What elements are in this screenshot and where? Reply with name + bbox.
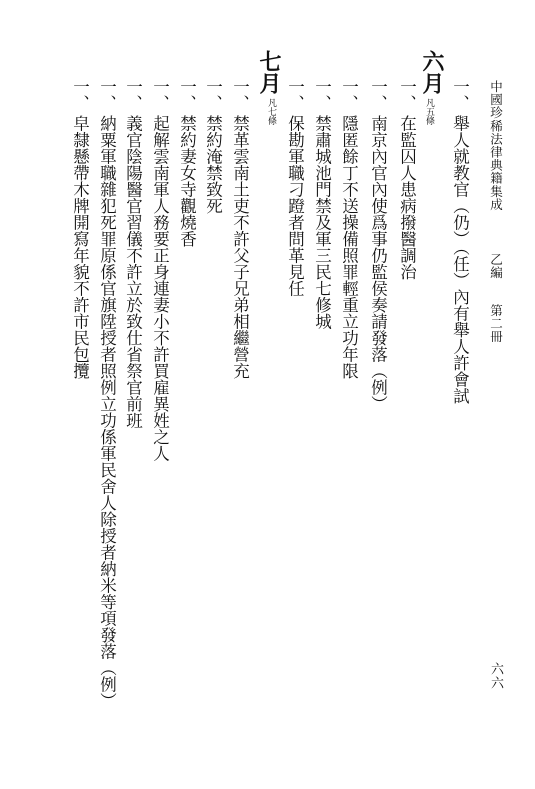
item-bullet: 一、 xyxy=(97,78,117,111)
item-bullet: 一、 xyxy=(150,78,170,111)
list-item xyxy=(71,78,88,379)
item-bullet: 一、 xyxy=(123,78,143,111)
list-item xyxy=(204,78,221,214)
month-heading-june: 六月 xyxy=(419,50,445,94)
month-note-july: 凡七條 xyxy=(266,98,276,125)
item-bullet: 一、 xyxy=(312,78,332,111)
item-bullet: 一、 xyxy=(230,78,250,111)
item-bullet: 一、 xyxy=(339,78,359,111)
month-heading-july: 七月 xyxy=(256,50,282,94)
item-bullet: 一、 xyxy=(397,78,417,111)
item-text: 禁約淹禁致死 xyxy=(203,115,223,214)
list-item xyxy=(178,78,195,247)
book-label: 第二冊 xyxy=(488,304,504,344)
list-item xyxy=(286,78,303,297)
item-bullet: 一、 xyxy=(203,78,223,111)
item-text: 禁肅城池門禁及軍三民七修城 xyxy=(312,115,332,330)
month-note-june: 凡五條 xyxy=(424,98,434,125)
running-header xyxy=(489,80,502,344)
list-item xyxy=(398,78,415,280)
list-item xyxy=(340,78,357,379)
item-bullet: 一、 xyxy=(285,78,305,111)
list-item xyxy=(451,78,468,404)
list-item xyxy=(231,78,248,379)
item-text: 禁革雲南土吏不許父子兄弟相繼營充 xyxy=(230,115,250,379)
item-text: 保勘軍職刁蹬者問革見任 xyxy=(285,115,305,297)
item-text: 在監囚人患病撥醫調治 xyxy=(397,115,417,280)
list-item xyxy=(98,78,115,709)
item-bullet: 一、 xyxy=(450,78,470,111)
item-text: 南京內官內使爲事仍監侯奏請發落（例） xyxy=(368,115,388,412)
item-text: 禁約妻女寺觀燒香 xyxy=(177,115,197,247)
item-text: 皁隸懸帶木牌開寫年貌不許市民包攬 xyxy=(70,115,90,379)
item-text: 隱匿餘丁不送操備照罪輕重立功年限 xyxy=(339,115,359,379)
item-bullet: 一、 xyxy=(368,78,388,111)
list-item xyxy=(369,78,386,412)
item-bullet: 一、 xyxy=(70,78,90,111)
page-number: 六六 xyxy=(488,662,503,690)
item-text: 舉人就教官（仍）（任）內有舉人許會試 xyxy=(450,115,470,404)
item-text: 起解雲南軍人務要正身連妻小不許買雇異姓之人 xyxy=(150,115,170,462)
list-item xyxy=(124,78,141,429)
volume-label: 乙編 xyxy=(488,252,504,279)
list-item xyxy=(151,78,168,462)
item-bullet: 一、 xyxy=(177,78,197,111)
list-item xyxy=(313,78,330,330)
item-text: 納粟軍職雜犯死罪原係官旗陞授者照例立功係軍民舍人除授者納米等項發落（例） xyxy=(97,115,117,709)
collection-title: 中國珍稀法律典籍集成 xyxy=(488,80,504,211)
item-text: 義官陰陽醫官習儀不許立於致仕省祭官前班 xyxy=(123,115,143,429)
